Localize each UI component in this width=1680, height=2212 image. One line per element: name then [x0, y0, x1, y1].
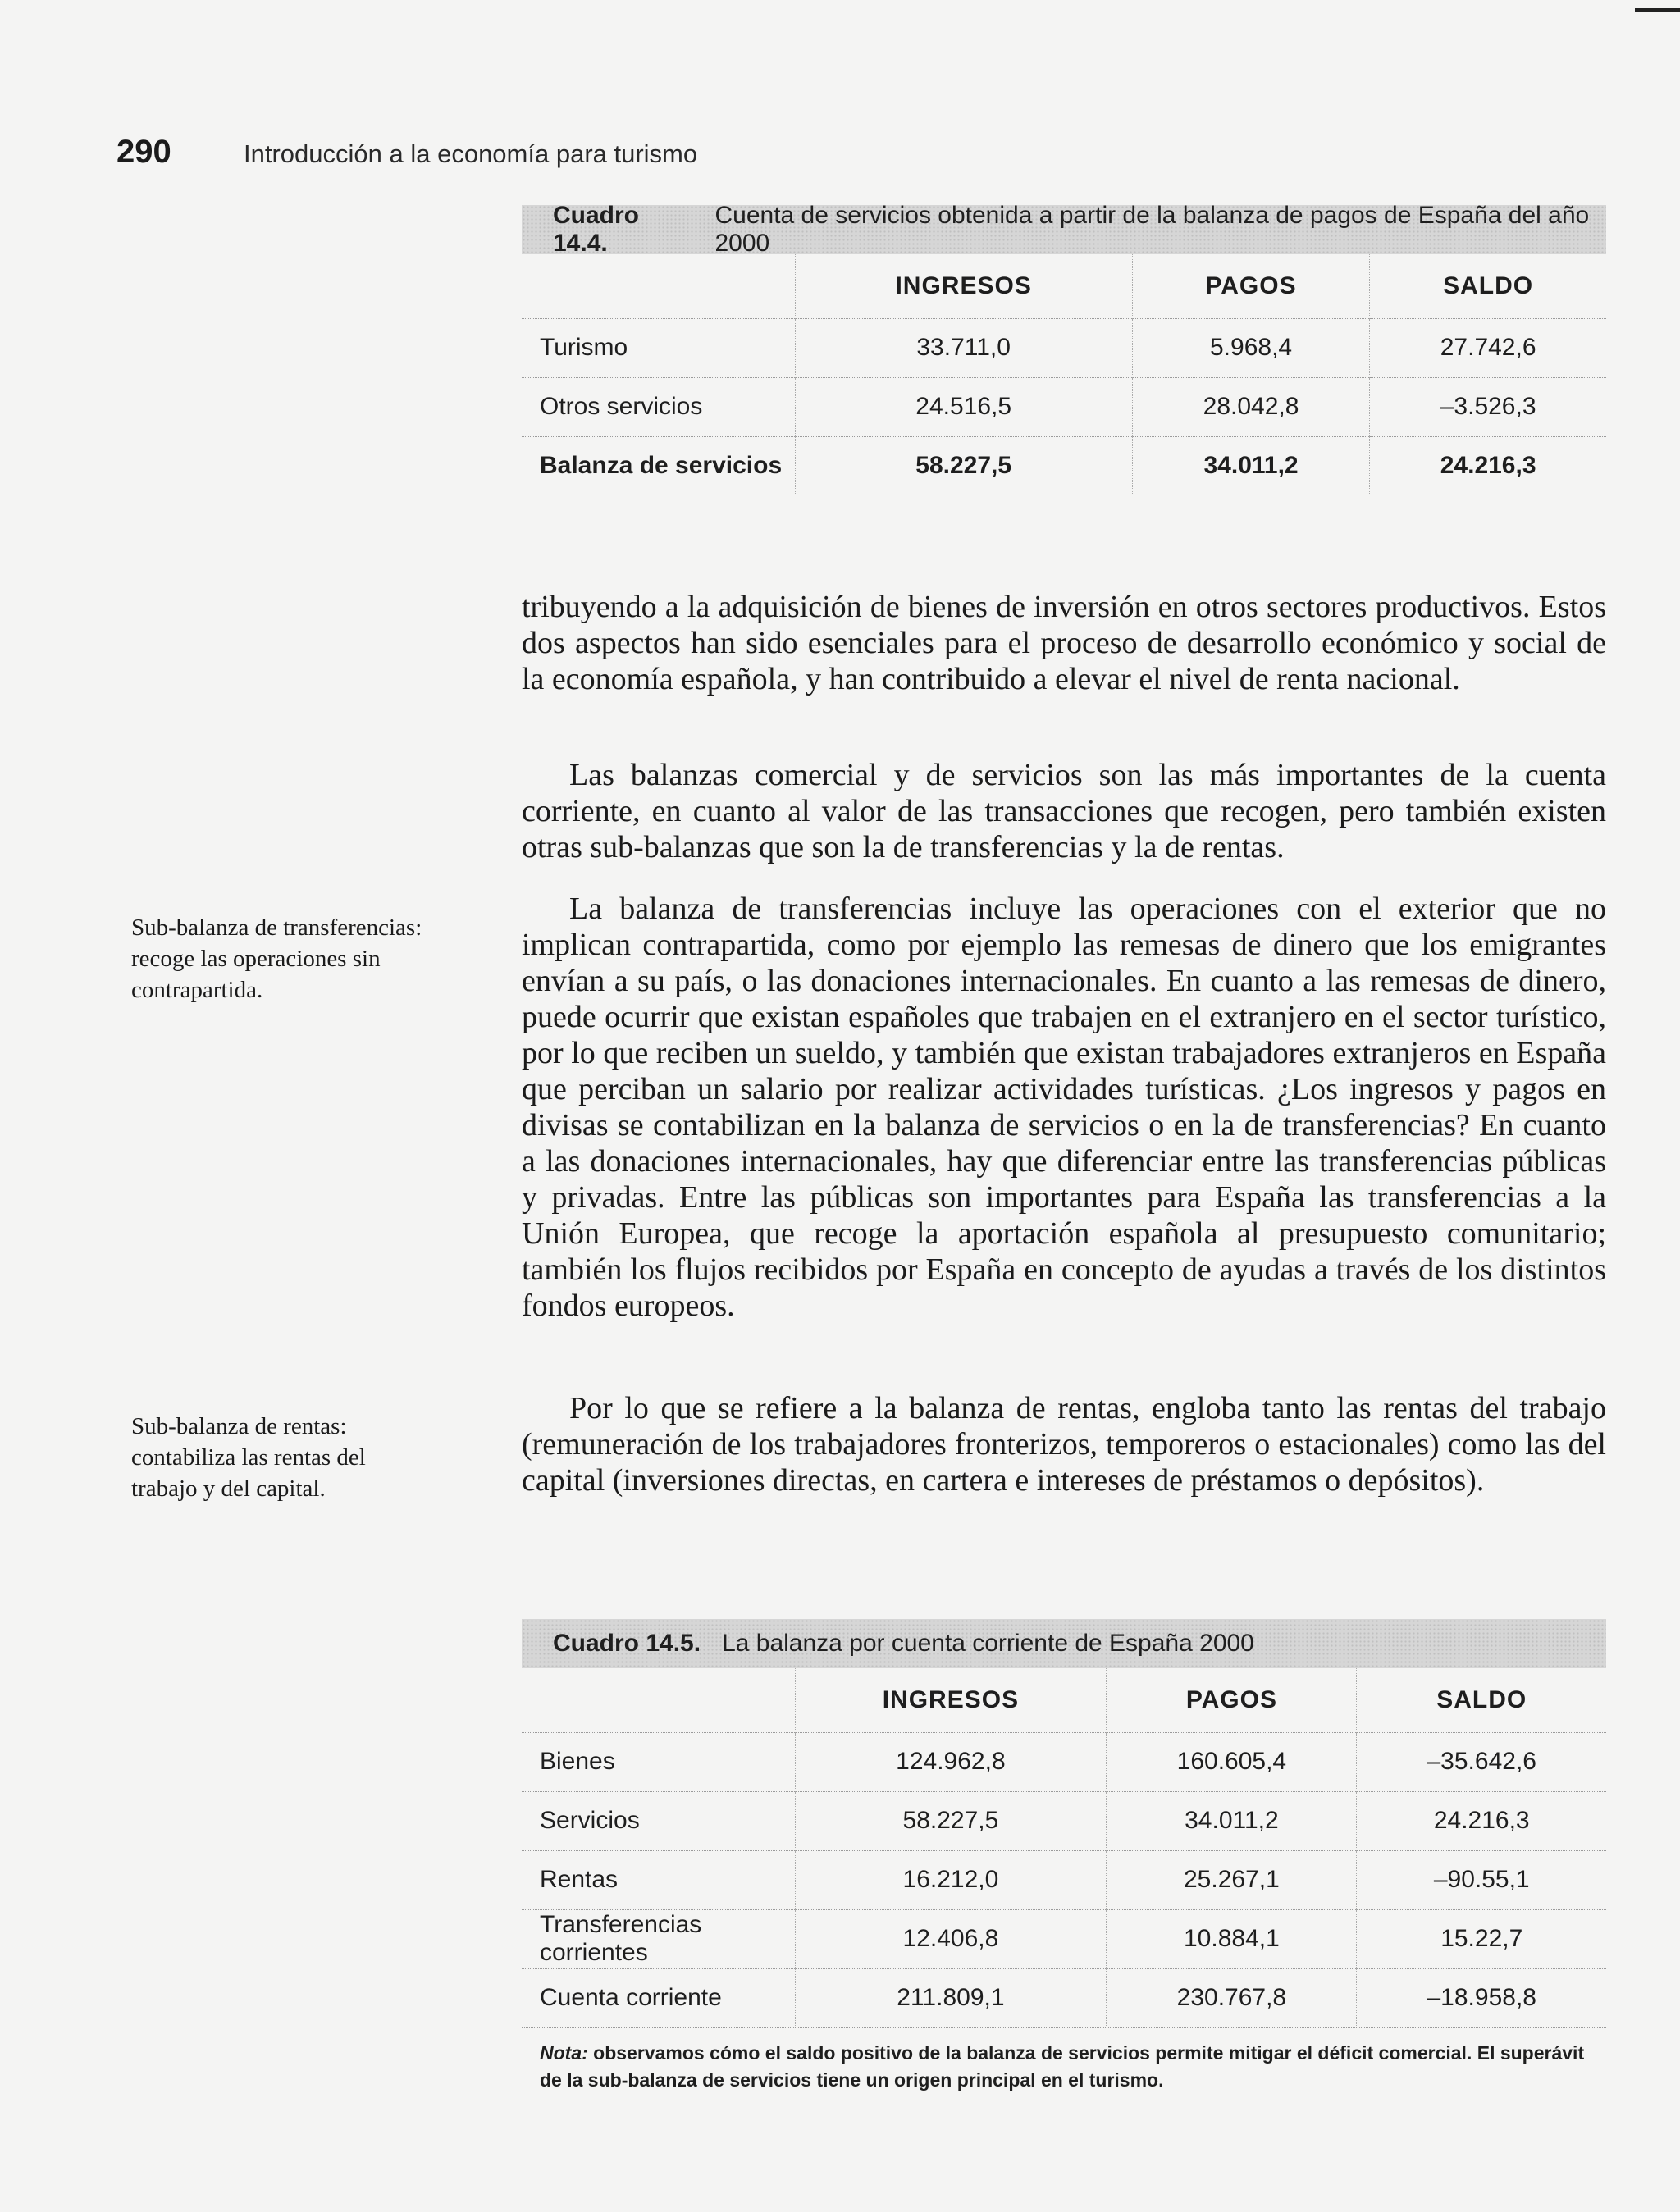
cell-ingresos: 58.227,5: [795, 1791, 1107, 1850]
empty-header-cell: [522, 1668, 795, 1732]
cell-saldo: –35.642,6: [1357, 1732, 1606, 1791]
row-label: Cuenta corriente: [522, 1968, 795, 2027]
table-row-total: [522, 436, 1606, 495]
empty-header-cell: [522, 254, 795, 318]
table-row: [522, 1968, 1606, 2027]
cell-pagos: 10.884,1: [1107, 1909, 1357, 1968]
table-header-row: [522, 254, 1606, 318]
paragraph: tribuyendo a la adquisición de bienes de inversión en otros sectores productivos. Estos dos aspectos han sido esenciales para el proceso de desarrollo económico y social de la economía española, y han contribuido a elevar el nivel de renta nacional.: [522, 590, 1606, 696]
note-label: Nota:: [540, 2042, 588, 2064]
scan-edge-mark: [1635, 8, 1680, 12]
body-text: [522, 757, 1606, 865]
table-cuadro-14-4: [522, 202, 1606, 495]
cell-ingresos: 211.809,1: [795, 1968, 1107, 2027]
paragraph: La balanza de transferencias incluye las operaciones con el exterior que no implican contrapartida, como por ejemplo las remesas de dinero que los emigrantes envían a su país, o las donaciones internacionales. En cuanto a las remesas de dinero, puede ocurrir que existan españoles que trabajen en el extranjero en el sector turístico, por lo que reciben un sueldo, y también que existan trabajadores extranjeros en España que perciban un salario por realizar actividades turísticas. ¿Los ingresos y pagos en divisas se contabilizan en la balanza de servicios o en la de transferencias? En cuanto a las donaciones internacionales, hay que diferenciar entre las transferencias públicas y privadas. Entre las públicas son importantes para España las transferencias a la Unión Europea, que recoge la aportación española al presupuesto comunitario; también los flujos recibidos por España en concepto de ayudas a través de los distintos fondos europeos.: [522, 892, 1606, 1323]
caption-text: Cuenta de servicios obtenida a partir de la balanza de pagos de España del año 2000: [714, 202, 1590, 257]
cell-saldo: –3.526,3: [1370, 377, 1606, 436]
column-header-pagos: PAGOS: [1132, 254, 1369, 318]
column-header-ingresos: INGRESOS: [795, 254, 1132, 318]
row-label: Transferencias corrientes: [522, 1909, 795, 1968]
table-header-row: [522, 1668, 1606, 1732]
data-table: [522, 254, 1606, 495]
row-label: Otros servicios: [522, 377, 795, 436]
data-table: [522, 1668, 1606, 2027]
row-label: Servicios: [522, 1791, 795, 1850]
table-caption: [522, 1619, 1606, 1668]
table-caption: [522, 202, 1606, 257]
column-header-ingresos: INGRESOS: [795, 1668, 1107, 1732]
cell-ingresos: 124.962,8: [795, 1732, 1107, 1791]
cell-pagos: 34.011,2: [1132, 436, 1369, 495]
table-row: [522, 1909, 1606, 1968]
cell-saldo: 24.216,3: [1370, 436, 1606, 495]
row-label: Balanza de servicios: [522, 436, 795, 495]
cell-saldo: –90.55,1: [1357, 1850, 1606, 1909]
caption-label: Cuadro 14.5.: [553, 1630, 701, 1657]
row-label: Bienes: [522, 1732, 795, 1791]
table-row: [522, 377, 1606, 436]
column-header-saldo: SALDO: [1370, 254, 1606, 318]
cell-ingresos: 16.212,0: [795, 1850, 1107, 1909]
row-label: Turismo: [522, 318, 795, 377]
column-header-pagos: PAGOS: [1107, 1668, 1357, 1732]
table-note: [522, 2027, 1606, 2103]
cell-ingresos: 58.227,5: [795, 436, 1132, 495]
cell-saldo: 27.742,6: [1370, 318, 1606, 377]
margin-note-rentas: Sub-balanza de rentas: contabiliza las rentas del trabajo y del capital.: [131, 1413, 366, 1502]
table-row: [522, 1791, 1606, 1850]
note-text: observamos cómo el saldo positivo de la balanza de servicios permite mitigar el déficit comercial. El superávit de la sub-balanza de servicios tiene un origen principal en el turismo.: [540, 2042, 1585, 2091]
cell-pagos: 28.042,8: [1132, 377, 1369, 436]
table-row: [522, 318, 1606, 377]
cell-ingresos: 33.711,0: [795, 318, 1132, 377]
table-row: [522, 1850, 1606, 1909]
table-cuadro-14-5: [522, 1619, 1606, 2103]
cell-pagos: 230.767,8: [1107, 1968, 1357, 2027]
cell-ingresos: 12.406,8: [795, 1909, 1107, 1968]
running-title: Introducción a la economía para turismo: [244, 139, 698, 168]
paragraph: Las balanzas comercial y de servicios son las más importantes de la cuenta corriente, en cuanto al valor de las transacciones que recogen, pero también existen otras sub-balanzas que son la de transferencias y la de rentas.: [522, 758, 1606, 864]
cell-pagos: 160.605,4: [1107, 1732, 1357, 1791]
caption-label: Cuadro 14.4.: [553, 202, 639, 257]
body-text: [522, 1390, 1606, 1498]
body-text: [522, 891, 1606, 1324]
cell-pagos: 34.011,2: [1107, 1791, 1357, 1850]
cell-saldo: 15.22,7: [1357, 1909, 1606, 1968]
cell-pagos: 25.267,1: [1107, 1850, 1357, 1909]
page-header: [116, 134, 697, 171]
column-header-saldo: SALDO: [1357, 1668, 1606, 1732]
table-row: [522, 1732, 1606, 1791]
cell-pagos: 5.968,4: [1132, 318, 1369, 377]
caption-text: La balanza por cuenta corriente de España 2000: [722, 1630, 1254, 1657]
body-text: [522, 589, 1606, 697]
margin-note-transferencias: Sub-balanza de transferencias: recoge las operaciones sin contrapartida.: [131, 914, 422, 1003]
cell-saldo: –18.958,8: [1357, 1968, 1606, 2027]
page-number: 290: [116, 134, 171, 170]
paragraph: Por lo que se refiere a la balanza de rentas, engloba tanto las rentas del trabajo (remuneración de los trabajadores fronterizos, temporeros o estacionales) como las del capital (inversiones directas, en cartera e intereses de préstamos o depósitos).: [522, 1391, 1606, 1498]
cell-ingresos: 24.516,5: [795, 377, 1132, 436]
cell-saldo: 24.216,3: [1357, 1791, 1606, 1850]
row-label: Rentas: [522, 1850, 795, 1909]
